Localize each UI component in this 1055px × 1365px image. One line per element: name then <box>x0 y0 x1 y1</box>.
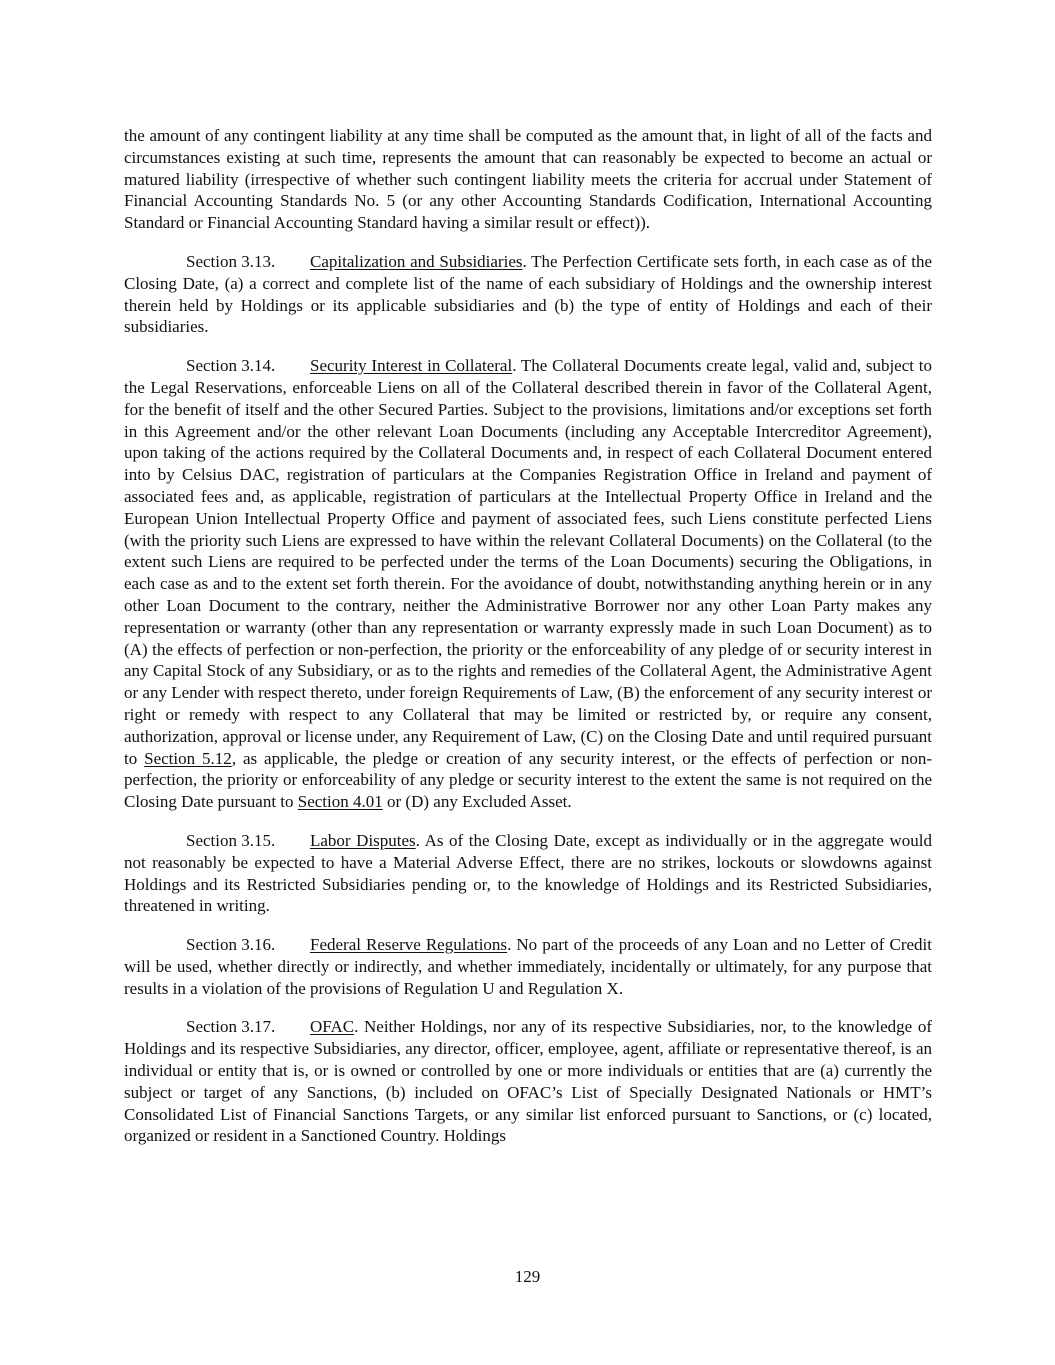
section-title: Federal Reserve Regulations <box>310 935 508 955</box>
section-cross-reference: Section 4.01 <box>297 792 383 812</box>
section-number: Section 3.16. <box>186 935 276 955</box>
section-number: Section 3.15. <box>186 830 276 850</box>
section-3-13 <box>124 251 932 338</box>
section-body: . No part of the proceeds of any Loan and no Letter of Credit will be used, whether directly or indirectly, and whether immediately, incidentally or ultimately, for any purpose that results in a violation of the provisions of Regulation U and Regulation X. <box>124 935 932 998</box>
document-page <box>124 125 932 1164</box>
section-title: Security Interest in Collateral <box>310 356 513 376</box>
section-body: or (D) any Excluded Asset. <box>382 792 572 812</box>
section-number: Section 3.17. <box>186 1017 276 1037</box>
section-body: . The Perfection Certificate sets forth, in each case as of the Closing Date, (a) a correct and complete list of the name of each subsidiary of Holdings and the ownership interest therein held by Holdings or its applicable subsidiaries and (b) the type of entity of Holdings and each of their subsidiaries. <box>124 251 933 337</box>
section-3-16 <box>124 934 932 999</box>
section-cross-reference: Section 5.12 <box>144 748 232 768</box>
section-body: . Neither Holdings, nor any of its respective Subsidiaries, nor, to the knowledge of Holdings and its respective Subsidiaries, any director, officer, employee, agent, affiliate or representative thereof, is an individual or entity that is, or is owned or controlled by one or more individuals or entities that are (a) currently the subject or target of any Sanctions, (b) included on OFAC’s List of Specially Designated Nationals or HMT’s Consolidated List of Financial Sanctions Targets, or any similar list enforced pursuant to Sanctions, or (c) located, organized or resident in a Sanctioned Country. Holdings <box>124 1017 932 1146</box>
section-title: Labor Disputes <box>310 830 416 850</box>
section-number: Section 3.13. <box>186 251 276 271</box>
section-title: OFAC <box>310 1017 355 1037</box>
section-body: . As of the Closing Date, except as individually or in the aggregate would not reasonably be expected to have a Material Adverse Effect, there are no strikes, lockouts or slowdowns against Holdings and its Restricted Subsidiaries pending or, to the knowledge of Holdings and its Restricted Subsidiaries, threatened in writing. <box>124 830 932 916</box>
section-3-15 <box>124 830 932 917</box>
section-3-14 <box>124 355 932 813</box>
section-body: . The Collateral Documents create legal, valid and, subject to the Legal Reservations, enforceable Liens on all of the Collateral described therein in favor of the Collateral Agent, for the benefit of itself and the other Secured Parties. Subject to the provisions, limitations and/or exceptions set forth in this Agreement and/or the other relevant Loan Documents (including any Acceptable Intercreditor Agreement), upon taking of the actions required by the Collateral Documents and, in respect of each Collateral Document entered into by Celsius DAC, registration of particulars at the Companies Registration Office in Ireland and payment of associated fees and, as applicable, registration of particulars at the Intellectual Property Office in Ireland and the European Union Intellectual Property Office and payment of associated fees, such Liens constitute perfected Liens (with the priority such Liens are expressed to have within the relevant Collateral Documents) on the Collateral (to the extent such Liens are required to be perfected under the terms of the Loan Documents) securing the Obligations, in each case as and to the extent set forth therein. For the avoidance of doubt, notwithstanding anything herein or in any other Loan Document to the contrary, neither the Administrative Borrower nor any other Loan Party makes any representation or warranty (other than any representation or warranty expressly made in such Loan Document) as to (A) the effects of perfection or non-perfection, the priority or the enforceability of any pledge of or security interest in any Capital Stock of any Subsidiary, or as to the rights and remedies of the Collateral Agent, the Administrative Agent or any Lender with respect thereto, under foreign Requirements of Law, (B) the enforcement of any security interest or right or remedy with respect to any Collateral that may be limited or restricted by, or require any consent, authorization, approval or license under, any Requirement of Law, (C) on the Closing Date and until required pursuant to <box>124 356 932 768</box>
section-number: Section 3.14. <box>186 356 276 376</box>
section-3-17 <box>124 1016 932 1147</box>
page-number: 129 <box>514 1267 541 1286</box>
section-body: , as applicable, the pledge or creation of any security interest, or the effects of perfection or non-perfection, the priority or enforceability of any pledge or security interest to the extent the same is not required on the Closing Date pursuant to <box>124 748 932 812</box>
intro-paragraph: the amount of any contingent liability at any time shall be computed as the amount that, in light of all of the facts and circumstances existing at such time, represents the amount that can reasonably be expected to become an actual or matured liability (irrespective of whether such contingent liability meets the criteria for accrual under Statement of Financial Accounting Standards No. 5 (or any other Accounting Standards Codification, International Accounting Standard or Financial Accounting Standard having a similar result or effect)). <box>124 126 932 233</box>
section-title: Capitalization and Subsidiaries <box>310 251 523 271</box>
